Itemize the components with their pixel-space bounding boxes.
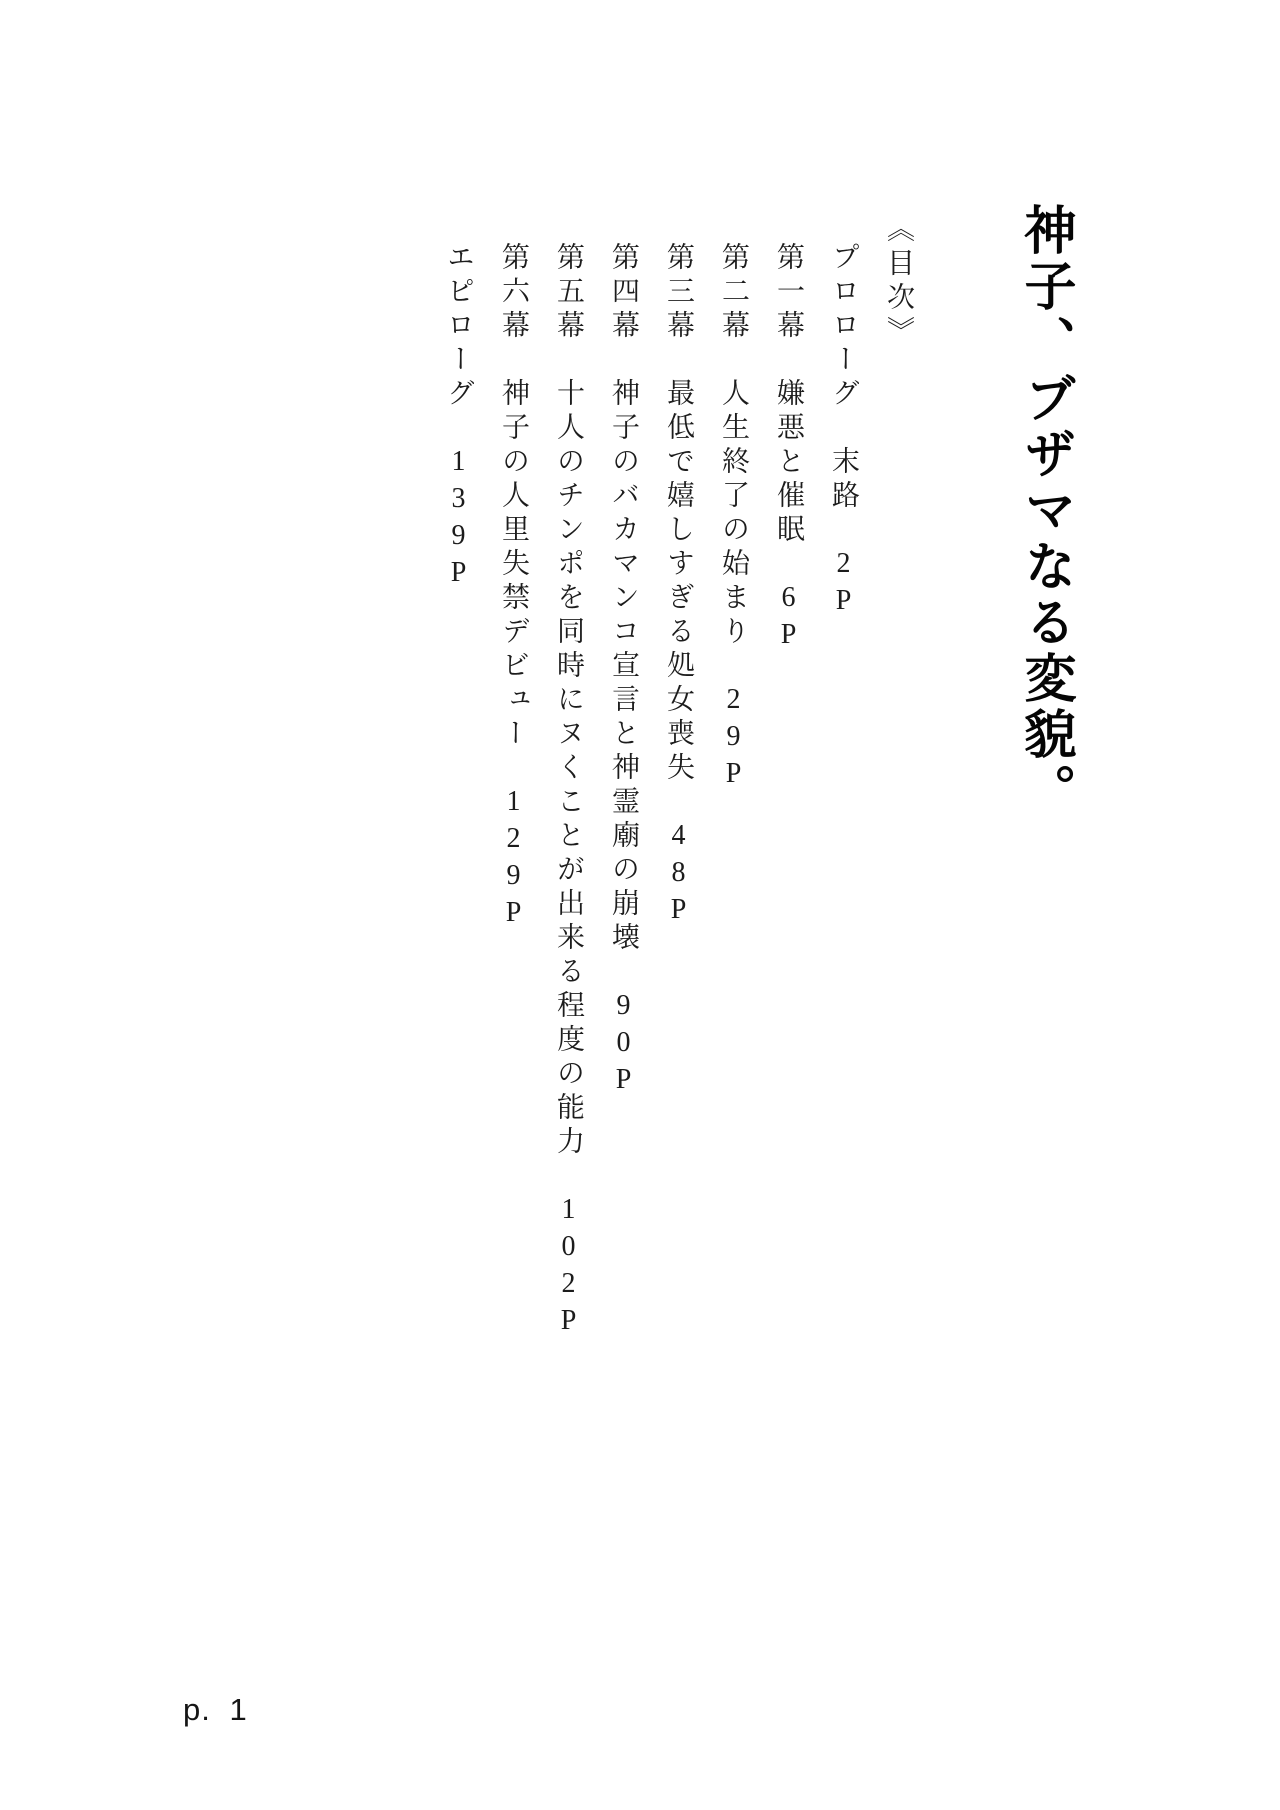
toc-entry-act6: 第六幕 神子の人里失禁デビュー 129P xyxy=(498,242,529,934)
toc-entry-act2: 第二幕 人生終了の始まり 29P xyxy=(718,242,749,795)
toc-entry-act1: 第一幕 嫌悪と催眠 6P xyxy=(773,242,804,656)
toc-entry-act3: 第三幕 最低で嬉しすぎる処女喪失 48P xyxy=(663,242,694,931)
toc-heading: 《目次》 xyxy=(883,214,914,350)
document-title: 神子、ブザマなる変貌。 xyxy=(1016,203,1073,819)
toc-entry-act4: 第四幕 神子のバカマンコ宣言と神霊廟の崩壊 90P xyxy=(608,242,639,1101)
toc-entry-prologue: プロローグ 末路 2P xyxy=(828,242,859,622)
toc-entry-act5: 第五幕 十人のチンポを同時にヌくことが出来る程度の能力 102P xyxy=(553,242,584,1342)
toc-entry-epilogue: エピローグ 139P xyxy=(443,242,474,594)
table-of-contents xyxy=(444,214,912,1664)
page-number: p. 1 xyxy=(183,1692,248,1727)
